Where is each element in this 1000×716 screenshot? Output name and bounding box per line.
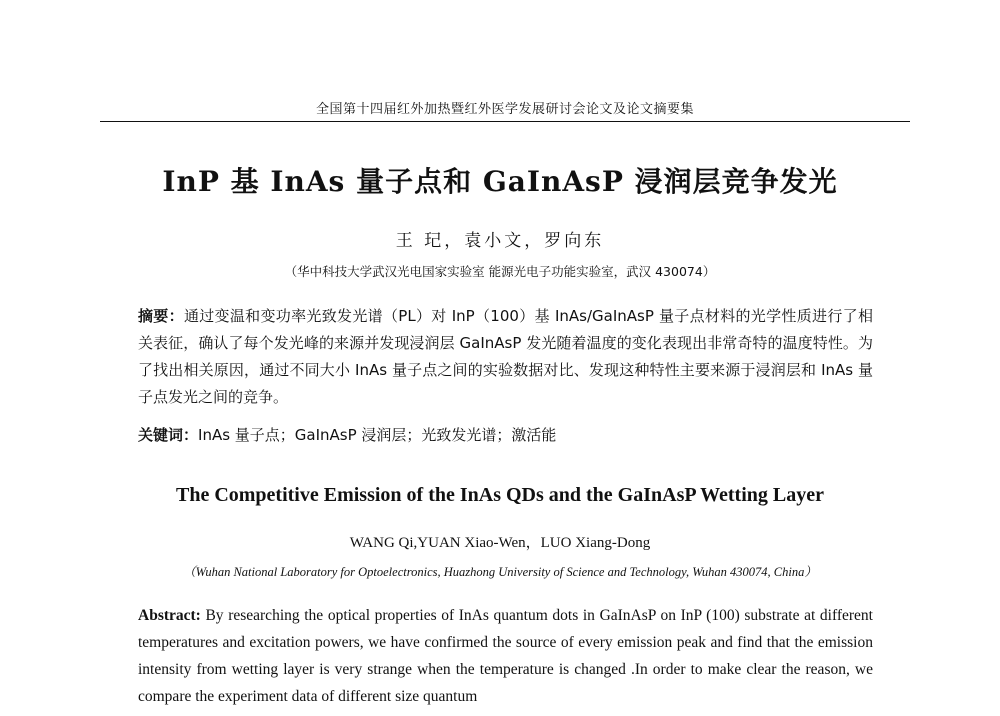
chinese-abstract-label: 摘要： xyxy=(138,307,184,325)
chinese-abstract xyxy=(138,303,873,411)
english-authors: WANG Qi,YUAN Xiao-Wen，LUO Xiang-Dong xyxy=(349,535,651,551)
chinese-keywords-text: InAs 量子点；GaInAsP 浸润层；光致发光谱；激活能 xyxy=(198,426,557,444)
english-affiliation: （Wuhan National Laboratory for Optoelectronics, Huazhong University of Science and Technology, Wuhan 430074, China） xyxy=(183,565,817,579)
english-title: The Competitive Emission of the InAs QDs and the GaInAsP Wetting Layer xyxy=(175,484,824,506)
english-abstract-label: Abstract: xyxy=(138,607,201,624)
chinese-affiliation: （华中科技大学武汉光电国家实验室 能源光电子功能实验室，武汉 430074） xyxy=(284,264,716,279)
chinese-title: InP 基 InAs 量子点和 GaInAsP 浸润层竞争发光 xyxy=(162,165,838,198)
english-abstract xyxy=(138,602,873,710)
chinese-abstract-text: 通过变温和变功率光致发光谱（PL）对 InP（100）基 InAs/GaInAsP 量子点材料的光学性质进行了相关表征，确认了每个发光峰的来源并发现浸润层 GaInAsP 发光随着温度的变化表现出非常奇特的温度特性。为了找出相关原因，通过不同大小 InAs 量子点之间的实验数据对比、发现这种特性主要来源于浸润层和 InAs 量子点发光之间的竞争。 xyxy=(138,307,873,406)
chinese-authors: 王 玘，袁小文，罗向东 xyxy=(395,231,605,251)
header-rule xyxy=(100,121,910,122)
english-abstract-text: By researching the optical properties of InAs quantum dots in GaInAsP on InP (100) substrate at different temperatures and excitation powers, we have confirmed the source of every emission peak and find that the emission intensity from wetting layer is very strange when the temperature is changed .In order to make clear the reason, we compare the experiment data of different size quantum xyxy=(138,607,873,705)
chinese-keywords xyxy=(138,424,873,445)
chinese-keywords-label: 关键词： xyxy=(138,426,199,444)
running-header: 全国第十四届红外加热暨红外医学发展研讨会论文及论文摘要集 xyxy=(315,102,694,117)
